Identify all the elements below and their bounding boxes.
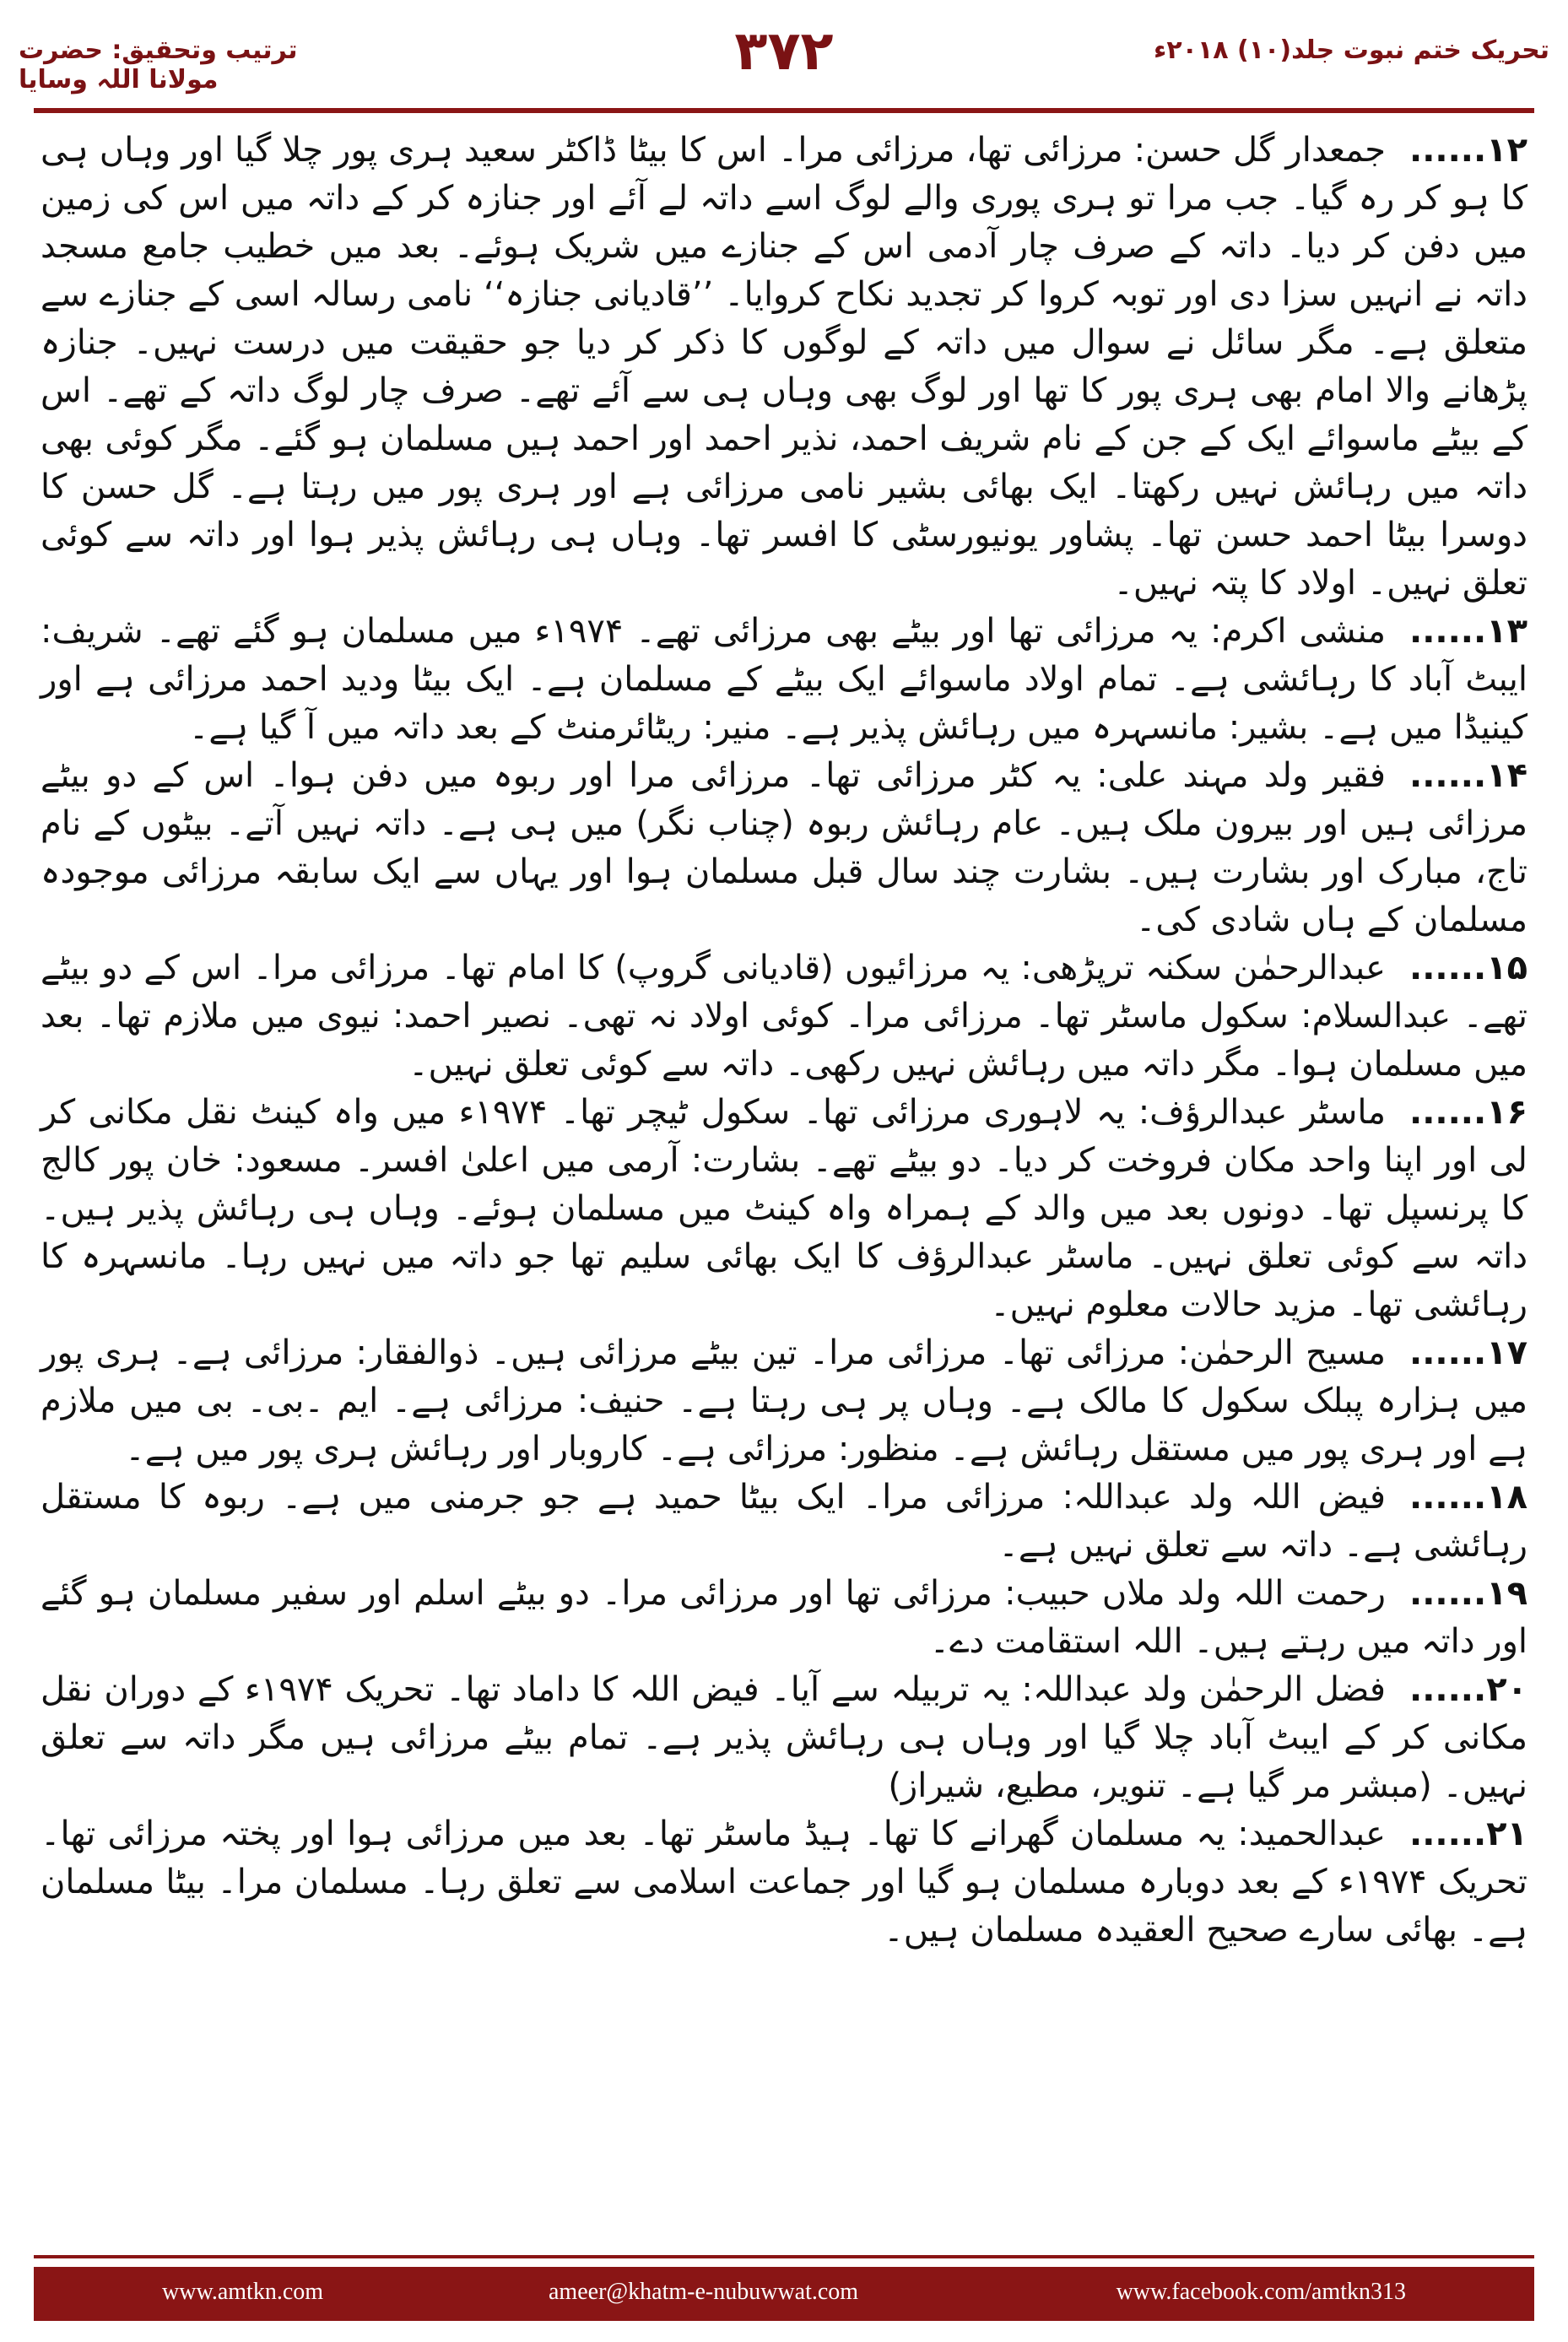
entry-number: ۱۳......: [1409, 612, 1527, 651]
facebook-link[interactable]: www.facebook.com/amtkn313: [1116, 2279, 1406, 2305]
entry-number: ۲۱......: [1409, 1815, 1527, 1853]
entry-number: ۱۶......: [1409, 1093, 1528, 1132]
page-body: [41, 127, 1527, 1955]
entry-13: [41, 608, 1527, 752]
entry-text: منشی اکرم: یہ مرزائی تھا اور بیٹے بھی مرزائی تھے۔ ۱۹۷۴ء میں مسلمان ہو گئے تھے۔ شریف: ایبٹ آباد کا رہائشی ہے۔ تمام اولاد ماسوائے ایک بیٹے کے مسلمان ہے۔ ایک بیٹا ودید احمد مرزائی ہے اور کینیڈا میں ہے۔ بشیر: مانسہرہ میں رہائش پذیر ہے۔ منیر: ریٹائرمنٹ کے بعد داتہ میں آ گیا ہے۔: [41, 612, 1528, 747]
footer-divider: [34, 2255, 1534, 2258]
entry-15: [41, 944, 1527, 1089]
entry-text: مسیح الرحمٰن: مرزائی تھا۔ مرزائی مرا۔ تین بیٹے مرزائی ہیں۔ ذوالفقار: مرزائی ہے۔ ہری پور میں ہزارہ پبلک سکول کا مالک ہے۔ وہاں پر ہی رہتا ہے۔ حنیف: مرزائی ہے۔ ایم ۔بی۔ بی میں ملازم ہے اور ہری پور میں مستقل رہائش ہے۔ منظور: مرزائی ہے۔ کاروبار اور رہائش ہری پور میں ہے۔: [41, 1333, 1527, 1468]
entry-text: فقیر ولد مہند علی: یہ کٹر مرزائی تھا۔ مرزائی مرا اور ربوہ میں دفن ہوا۔ اس کے دو بیٹے مرزائی ہیں اور بیرون ملک ہیں۔ عام رہائش ربوہ (چناب نگر) میں ہی ہے۔ داتہ نہیں آتے۔ بیٹوں کے نام تاج، مبارک اور بشارت ہیں۔ بشارت چند سال قبل مسلمان ہوا اور یہاں سے ایک سابقہ مرزائی موجودہ مسلمان کے ہاں شادی کی۔: [41, 756, 1527, 939]
page-number: ۳۷۲: [734, 20, 834, 83]
entry-text: عبدالرحمٰن سکنہ ترپڑھی: یہ مرزائیوں (قادیانی گروپ) کا امام تھا۔ مرزائی مرا۔ اس کے دو بیٹے تھے۔ عبدالسلام: سکول ماسٹر تھا۔ مرزائی مرا۔ کوئی اولاد نہ تھی۔ نصیر احمد: نیوی میں ملازم تھا۔ بعد میں مسلمان ہوا۔ مگر داتہ میں رہائش نہیں رکھی۔ داتہ سے کوئی تعلق نہیں۔: [41, 949, 1527, 1084]
entry-text: رحمت اللہ ولد ملاں حبیب: مرزائی تھا اور مرزائی مرا۔ دو بیٹے اسلم اور سفیر مسلمان ہو گئے اور داتہ میں رہتے ہیں۔ اللہ استقامت دے۔: [41, 1574, 1527, 1661]
entry-text: فیض اللہ ولد عبداللہ: مرزائی مرا۔ ایک بیٹا حمید ہے جو جرمنی میں ہے۔ ربوہ کا مستقل رہائشی ہے۔ داتہ سے تعلق نہیں ہے۔: [41, 1478, 1527, 1565]
entry-21: [41, 1810, 1527, 1955]
entry-12: [41, 127, 1527, 608]
entry-text: جمعدار گل حسن: مرزائی تھا، مرزائی مرا۔ اس کا بیٹا ڈاکٹر سعید ہری پور چلا گیا اور وہاں ہی کا ہو کر رہ گیا۔ جب مرا تو ہری پوری والے لوگ اسے داتہ لے آئے اور جنازہ کر کے داتہ میں اس کی زمین میں دفن کر دیا۔ داتہ کے صرف چار آدمی اس کے جنازے میں شریک ہوئے۔ بعد میں خطیب جامع مسجد داتہ نے انہیں سزا دی اور توبہ کروا کر تجدید نکاح کروایا۔ ’’قادیانی جنازہ‘‘ نامی رسالہ اسی کے جنازے سے متعلق ہے۔ مگر سائل نے سوال میں داتہ کے لوگوں کا ذکر کر دیا جو حقیقت میں درست نہیں۔ جنازہ پڑھانے والا امام بھی ہری پور کا تھا اور لوگ بھی وہاں ہی سے آئے تھے۔ صرف چار لوگ داتہ کے تھے۔ اس کے بیٹے ماسوائے ایک کے جن کے نام شریف احمد، نذیر احمد اور احمد ہیں مسلمان ہو گئے۔ مگر کوئی بھی داتہ میں رہائش نہیں رکھتا۔ ایک بھائی بشیر نامی مرزائی ہے اور ہری پور میں رہتا ہے۔ گل حسن کا دوسرا بیٹا احمد حسن تھا۔ پشاور یونیورسٹی کا افسر تھا۔ وہاں ہی رہائش پذیر ہوا اور داتہ سے کوئی تعلق نہیں۔ اولاد کا پتہ نہیں۔: [41, 131, 1527, 603]
page-footer: [34, 2267, 1534, 2321]
header-divider: [34, 108, 1534, 113]
email-link[interactable]: ameer@khatm-e-nubuwwat.com: [549, 2279, 859, 2305]
entry-18: [41, 1474, 1527, 1570]
entry-16: [41, 1089, 1527, 1329]
entry-14: [41, 752, 1527, 944]
entry-text: عبدالحمید: یہ مسلمان گھرانے کا تھا۔ ہیڈ ماسٹر تھا۔ بعد میں مرزائی ہوا اور پختہ مرزائی تھا۔ تحریک ۱۹۷۴ء کے بعد دوبارہ مسلمان ہو گیا اور جماعت اسلامی سے تعلق رہا۔ مسلمان مرا۔ بیٹا مسلمان ہے۔ بھائی سارے صحیح العقیدہ مسلمان ہیں۔: [41, 1815, 1528, 1950]
entry-17: [41, 1329, 1527, 1474]
book-title: تحریک ختم نبوت جلد(۱۰) ۲۰۱۸ء: [1153, 35, 1549, 65]
page-header: [0, 0, 1568, 127]
entry-text: فضل الرحمٰن ولد عبداللہ: یہ تربیلہ سے آیا۔ فیض اللہ کا داماد تھا۔ تحریک ۱۹۷۴ء کے دوران نقل مکانی کر کے ایبٹ آباد چلا گیا اور وہاں ہی رہائش پذیر ہے۔ تمام بیٹے مرزائی ہیں مگر داتہ سے تعلق نہیں۔ (مبشر مر گیا ہے۔ تنویر، مطیع، شیراز): [41, 1670, 1527, 1805]
entry-number: ۱۷......: [1409, 1333, 1527, 1372]
entry-text: ماسٹر عبدالرؤف: یہ لاہوری مرزائی تھا۔ سکول ٹیچر تھا۔ ۱۹۷۴ء میں واہ کینٹ نقل مکانی کر لی اور اپنا واحد مکان فروخت کر دیا۔ دو بیٹے تھے۔ بشارت: آرمی میں اعلیٰ افسر۔ مسعود: خان پور کالج کا پرنسپل تھا۔ دونوں بعد میں والد کے ہمراہ واہ کینٹ میں مسلمان ہوئے۔ وہاں ہی رہائش پذیر ہیں۔ داتہ سے کوئی تعلق نہیں۔ ماسٹر عبدالرؤف کا ایک بھائی سلیم تھا جو داتہ میں نہیں رہا۔ مانسہرہ کا رہائشی تھا۔ مزید حالات معلوم نہیں۔: [41, 1093, 1527, 1324]
website-link[interactable]: www.amtkn.com: [162, 2279, 324, 2305]
entry-number: ۲۰......: [1409, 1670, 1528, 1709]
entry-number: ۱۲......: [1409, 131, 1527, 170]
compiler-credit: ترتیب وتحقیق: حضرت مولانا اللہ وسایا: [19, 35, 298, 95]
entry-number: ۱۹......: [1409, 1574, 1527, 1613]
entry-19: [41, 1570, 1527, 1666]
entry-number: ۱۸......: [1409, 1478, 1527, 1517]
entry-20: [41, 1666, 1527, 1810]
entry-number: ۱۵......: [1409, 949, 1527, 987]
entry-number: ۱۴......: [1409, 756, 1527, 795]
